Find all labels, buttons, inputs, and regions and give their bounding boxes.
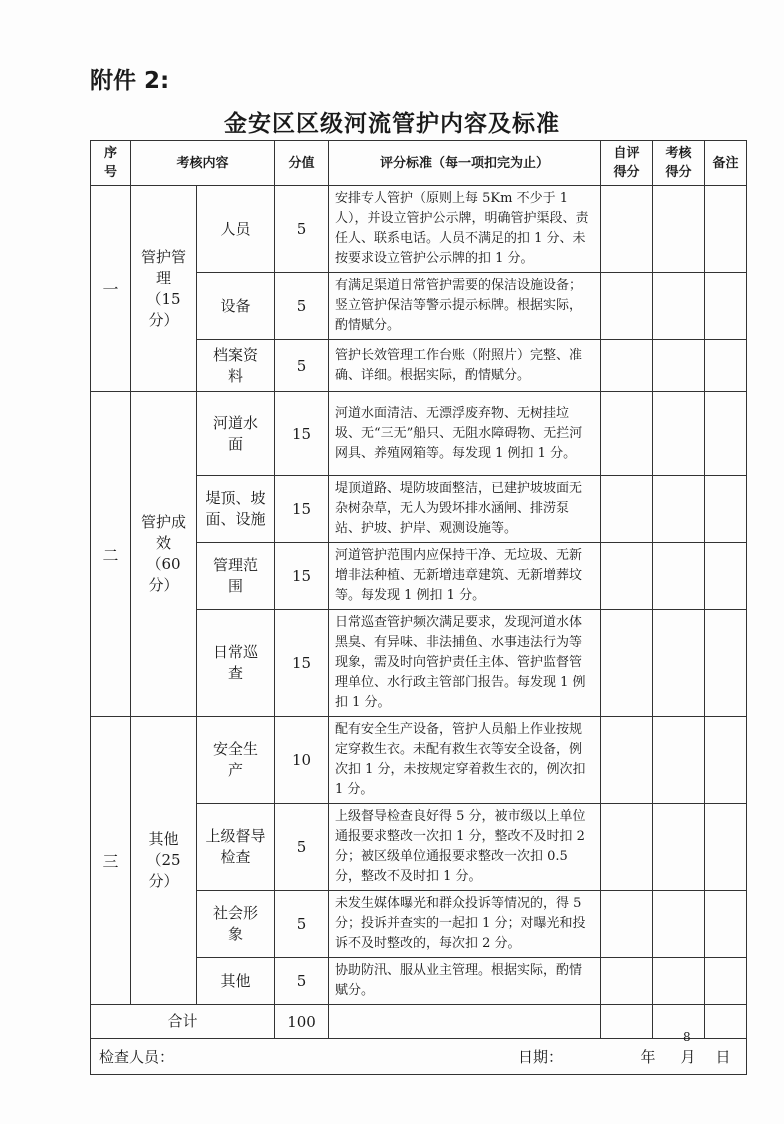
item-name: 档案资料 — [197, 340, 275, 392]
document-title: 金安区区级河流管护内容及标准 — [224, 111, 560, 137]
self-score-cell[interactable] — [601, 186, 653, 273]
item-name: 其他 — [197, 958, 275, 1005]
total-row — [91, 1005, 747, 1039]
note-cell[interactable] — [705, 717, 747, 804]
check-score-cell[interactable] — [653, 392, 705, 476]
table-row — [91, 392, 747, 476]
note-cell[interactable] — [705, 543, 747, 610]
table-row — [91, 717, 747, 804]
check-score-cell[interactable] — [653, 273, 705, 340]
item-criteria: 安排专人管护（原则上每 5Km 不少于 1 人），并设立管护公示牌，明确管护渠段、责任人、联系电话。人员不满足的扣 1 分、未按要求设立管护公示牌的扣 1 分。 — [329, 186, 601, 273]
item-score: 5 — [275, 340, 329, 392]
total-label: 合计 — [91, 1005, 275, 1039]
header-self-score: 自评得分 — [601, 141, 653, 186]
item-criteria: 堤顶道路、堤防坡面整洁，已建护坡坡面无杂树杂草，无人为毁坏排水涵闸、排涝泵站、护坡、护岸、观测设施等。 — [329, 476, 601, 543]
self-score-cell[interactable] — [601, 392, 653, 476]
total-note-cell[interactable] — [705, 1005, 747, 1039]
header-content: 考核内容 — [131, 141, 275, 186]
item-criteria: 河道管护范围内应保持干净、无垃圾、无新增非法种植、无新增违章建筑、无新增葬坟等。每发现 1 例扣 1 分。 — [329, 543, 601, 610]
group-name: 管护管理（15分） — [131, 186, 197, 392]
note-cell[interactable] — [705, 610, 747, 717]
date-year-label: 年 — [640, 1048, 656, 1066]
note-cell[interactable] — [705, 804, 747, 891]
group-name: 其他（25分） — [131, 717, 197, 1005]
header-criteria: 评分标准（每一项扣完为止） — [329, 141, 601, 186]
inspector-label: 检查人员： — [99, 1048, 175, 1066]
self-score-cell[interactable] — [601, 340, 653, 392]
total-criteria-cell — [329, 1005, 601, 1039]
signature-row — [91, 1039, 747, 1075]
self-score-cell[interactable] — [601, 543, 653, 610]
self-score-cell[interactable] — [601, 717, 653, 804]
item-criteria: 日常巡查管护频次满足要求，发现河道水体黑臭、有异味、非法捕鱼、水事违法行为等现象，需及时向管护责任主体、管护监督管理单位、水行政主管部门报告。每发现 1 例扣 1 分。 — [329, 610, 601, 717]
check-score-cell[interactable] — [653, 340, 705, 392]
date-label: 日期： — [518, 1048, 564, 1066]
group-seq: 一 — [91, 186, 131, 392]
item-name: 社会形象 — [197, 891, 275, 958]
note-cell[interactable] — [705, 186, 747, 273]
item-name: 日常巡查 — [197, 610, 275, 717]
item-name: 安全生产 — [197, 717, 275, 804]
item-name: 人员 — [197, 186, 275, 273]
total-check-score-cell[interactable] — [653, 1005, 705, 1039]
item-criteria: 配有安全生产设备，管护人员船上作业按规定穿救生衣。未配有救生衣等安全设备，例次扣 1 分，未按规定穿着救生衣的，例次扣 1 分。 — [329, 717, 601, 804]
note-cell[interactable] — [705, 476, 747, 543]
item-criteria: 有满足渠道日常管护需要的保洁设施设备；竖立管护保洁等警示提示标牌。根据实际，酌情赋分。 — [329, 273, 601, 340]
item-criteria: 管护长效管理工作台账（附照片）完整、准确、详细。根据实际，酌情赋分。 — [329, 340, 601, 392]
total-score: 100 — [275, 1005, 329, 1039]
check-score-cell[interactable] — [653, 717, 705, 804]
standards-table — [90, 140, 747, 1075]
item-score: 5 — [275, 891, 329, 958]
item-score: 5 — [275, 186, 329, 273]
group-seq: 三 — [91, 717, 131, 1005]
note-cell[interactable] — [705, 392, 747, 476]
attachment-label: 附件 2: — [90, 68, 170, 94]
check-score-cell[interactable] — [653, 543, 705, 610]
self-score-cell[interactable] — [601, 476, 653, 543]
header-row — [91, 141, 747, 186]
self-score-cell[interactable] — [601, 958, 653, 1005]
item-score: 15 — [275, 543, 329, 610]
self-score-cell[interactable] — [601, 610, 653, 717]
signature-cell — [91, 1039, 747, 1075]
header-note: 备注 — [705, 141, 747, 186]
header-check-score: 考核得分 — [653, 141, 705, 186]
self-score-cell[interactable] — [601, 273, 653, 340]
item-score: 15 — [275, 392, 329, 476]
page-number: 8 — [683, 1030, 691, 1044]
item-name: 管理范围 — [197, 543, 275, 610]
note-cell[interactable] — [705, 273, 747, 340]
item-score: 5 — [275, 273, 329, 340]
check-score-cell[interactable] — [653, 610, 705, 717]
group-seq: 二 — [91, 392, 131, 717]
group-name: 管护成效（60分） — [131, 392, 197, 717]
note-cell[interactable] — [705, 891, 747, 958]
self-score-cell[interactable] — [601, 891, 653, 958]
check-score-cell[interactable] — [653, 476, 705, 543]
note-cell[interactable] — [705, 958, 747, 1005]
table-row — [91, 186, 747, 273]
check-score-cell[interactable] — [653, 891, 705, 958]
self-score-cell[interactable] — [601, 804, 653, 891]
item-criteria: 未发生媒体曝光和群众投诉等情况的，得 5 分；投诉并查实的一起扣 1 分；对曝光和投诉不及时整改的，每次扣 2 分。 — [329, 891, 601, 958]
item-criteria: 上级督导检查良好得 5 分，被市级以上单位通报要求整改一次扣 1 分，整改不及时扣 2 分；被区级单位通报要求整改一次扣 0.5 分，整改不及时扣 1 分。 — [329, 804, 601, 891]
check-score-cell[interactable] — [653, 804, 705, 891]
check-score-cell[interactable] — [653, 958, 705, 1005]
item-score: 15 — [275, 610, 329, 717]
check-score-cell[interactable] — [653, 186, 705, 273]
item-score: 5 — [275, 958, 329, 1005]
date-month-label: 月 — [680, 1048, 696, 1066]
item-criteria: 河道水面清洁、无漂浮废弃物、无树挂垃圾、无“三无”船只、无阻水障碍物、无拦河网具、养殖网箱等。每发现 1 例扣 1 分。 — [329, 392, 601, 476]
date-day-label: 日 — [715, 1048, 731, 1066]
header-score: 分值 — [275, 141, 329, 186]
item-name: 上级督导检查 — [197, 804, 275, 891]
item-score: 15 — [275, 476, 329, 543]
total-self-score-cell[interactable] — [601, 1005, 653, 1039]
header-seq: 序号 — [91, 141, 131, 186]
item-name: 堤顶、坡面、设施 — [197, 476, 275, 543]
item-criteria: 协助防汛、服从业主管理。根据实际，酌情赋分。 — [329, 958, 601, 1005]
note-cell[interactable] — [705, 340, 747, 392]
item-name: 设备 — [197, 273, 275, 340]
item-name: 河道水面 — [197, 392, 275, 476]
item-score: 10 — [275, 717, 329, 804]
item-score: 5 — [275, 804, 329, 891]
